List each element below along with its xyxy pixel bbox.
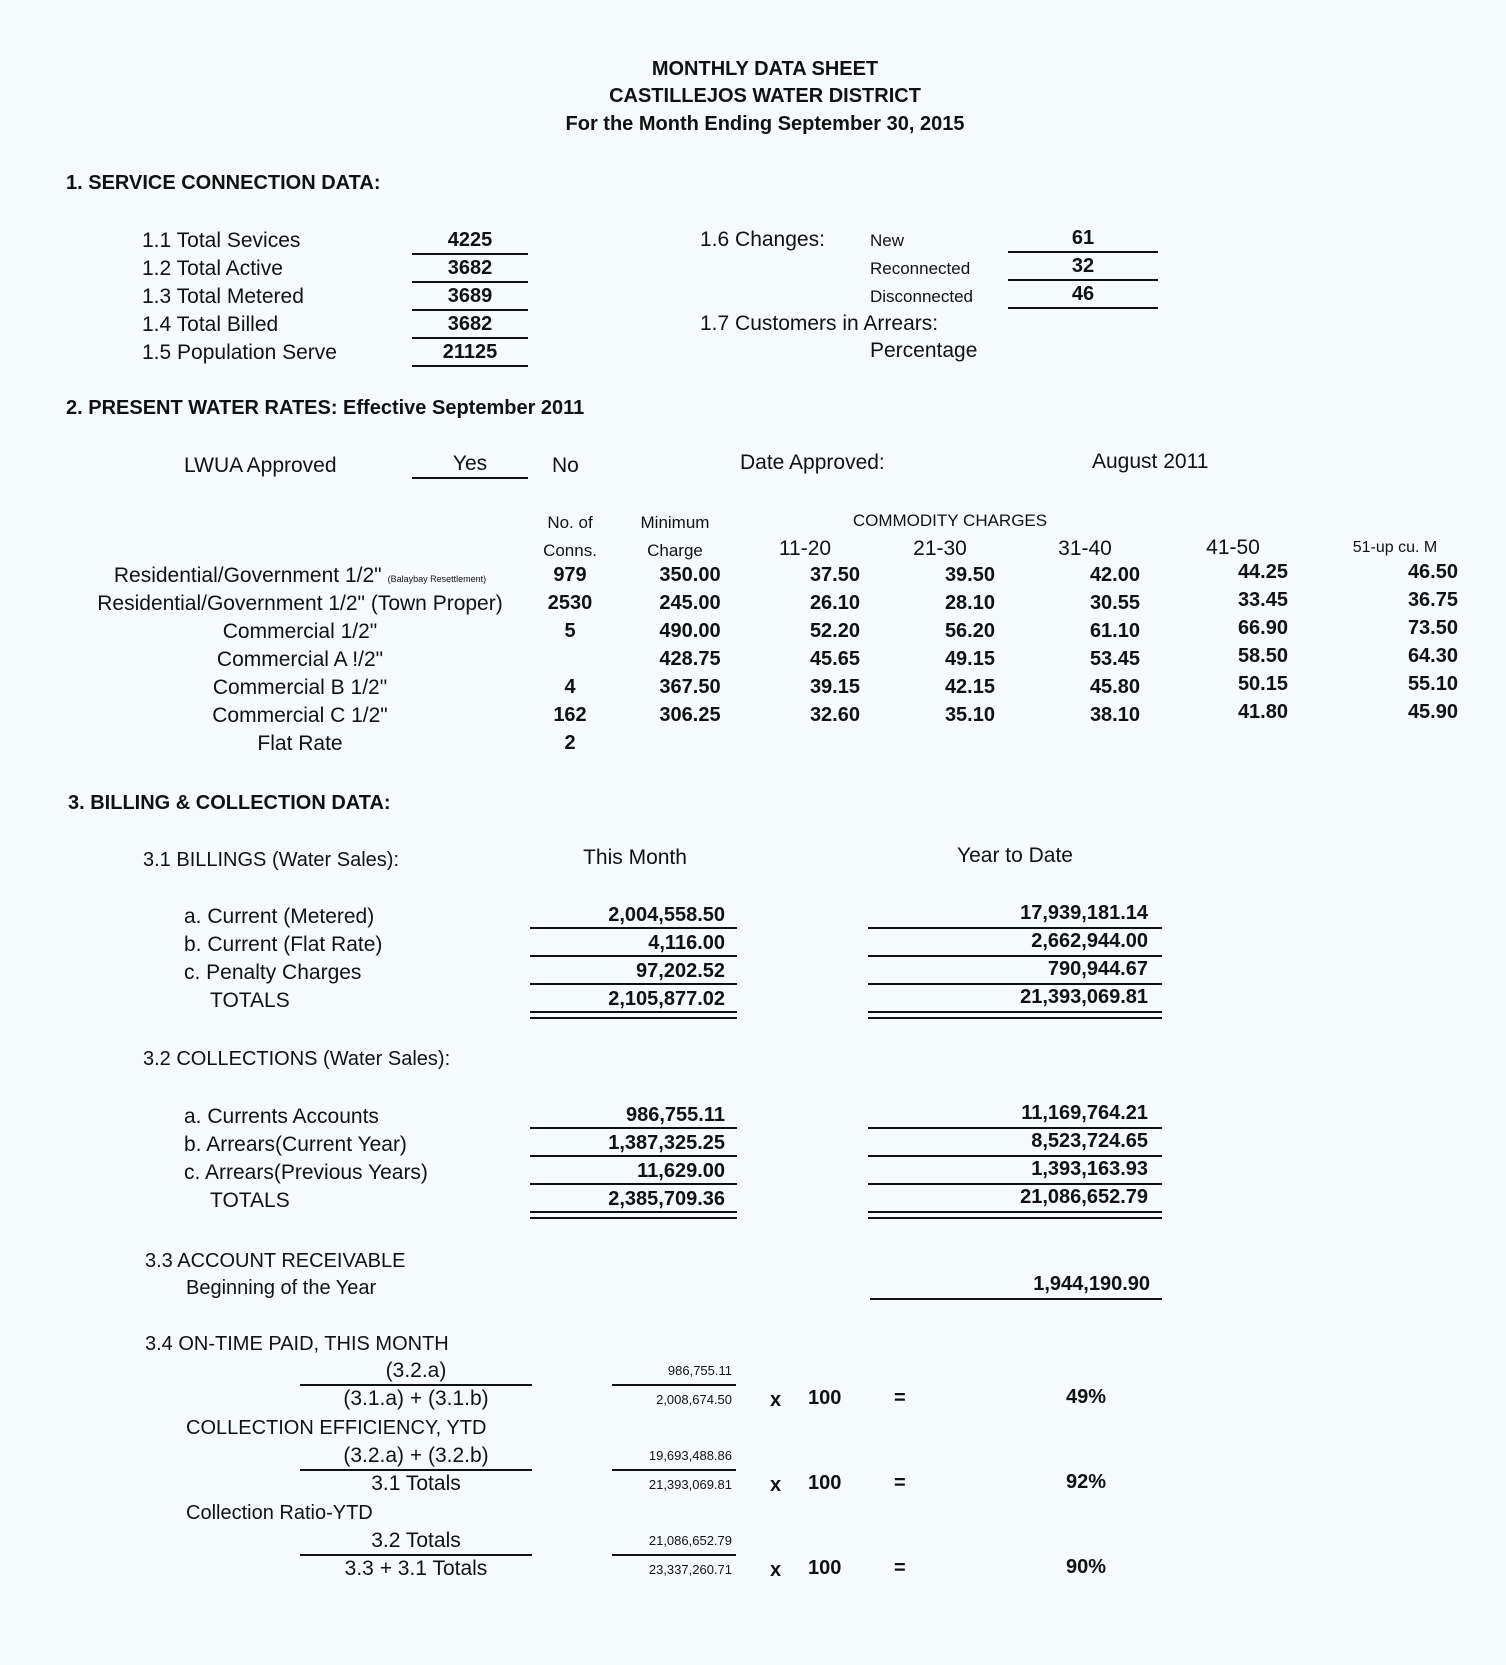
rate-commodity: 45.65: [809, 648, 860, 670]
rate-commodity: 41.80: [1237, 701, 1288, 723]
ytd-underline: [868, 983, 1162, 985]
row-label: a. Currents Accounts: [184, 1105, 379, 1128]
change-reconnected-value: 32: [1008, 256, 1158, 281]
ar-sub-label: Beginning of the Year: [186, 1277, 377, 1299]
this-month-underline: [530, 955, 737, 957]
ratio-denominator-label: (3.1.a) + (3.1.b): [343, 1387, 489, 1410]
this-month-value: 4,116.00: [648, 932, 725, 954]
ytd-underline: [868, 927, 1162, 929]
ratio-title: COLLECTION EFFICIENCY, YTD: [186, 1417, 487, 1439]
rate-commodity: 50.15: [1237, 673, 1288, 695]
s1-item-label: 1.4 Total Billed: [142, 313, 279, 336]
rate-commodity: 56.20: [944, 620, 995, 642]
s1-item-value: 21125: [412, 342, 528, 367]
billings-label: 3.1 BILLINGS (Water Sales):: [143, 849, 400, 871]
rate-name: Residential/Government 1/2" (Town Proper): [97, 592, 503, 615]
ratio-numerator-label: 3.2 Totals: [371, 1529, 461, 1552]
this-month-underline: [530, 1183, 737, 1185]
rate-commodity: 36.75: [1407, 589, 1458, 611]
change-new-value: 61: [1008, 228, 1158, 253]
rate-commodity: 26.10: [809, 592, 860, 614]
s1-item-value: 3682: [412, 258, 528, 283]
date-approved-value: August 2011: [1092, 450, 1209, 473]
ratio-denominator-label: 3.3 + 3.1 Totals: [344, 1557, 488, 1580]
ytd-double-underline: [868, 1211, 1162, 1219]
rate-name: Residential/Government 1/2": [113, 564, 382, 587]
hdr-min-2: Charge: [647, 541, 703, 560]
ratio-result: 49%: [1066, 1386, 1107, 1408]
rate-row-name: [60, 621, 540, 642]
row-label: b. Arrears(Current Year): [184, 1133, 407, 1156]
hdr-range: 41-50: [1206, 536, 1260, 559]
ytd-value: 11,169,764.21: [1021, 1102, 1148, 1124]
this-month-underline: [530, 1155, 737, 1157]
ratio-hundred: 100: [808, 1472, 842, 1494]
rate-row-name: [60, 705, 540, 726]
header-line2: CASTILLEJOS WATER DISTRICT: [609, 85, 921, 107]
rate-min-charge: 350.00: [659, 564, 721, 586]
ratio-equals: =: [894, 1387, 906, 1409]
rate-commodity: 53.45: [1089, 648, 1140, 670]
ytd-double-underline: [868, 1011, 1162, 1019]
ytd-value: 790,944.67: [1047, 958, 1148, 980]
this-month-underline: [530, 1127, 737, 1129]
rate-row-name: [60, 733, 540, 754]
ratio-value-line: [612, 1469, 736, 1471]
row-label: c. Penalty Charges: [184, 961, 362, 984]
row-label: b. Current (Flat Rate): [184, 933, 383, 956]
ratio-numerator-label: (3.2.a): [385, 1359, 447, 1382]
ratio-fraction-line: [300, 1384, 532, 1386]
rate-min-charge: 490.00: [659, 620, 721, 642]
rate-commodity: 39.50: [944, 564, 995, 586]
lwua-no: No: [552, 454, 579, 477]
ratio-denominator-value: 2,008,674.50: [656, 1392, 732, 1407]
ratio-title: Collection Ratio-YTD: [186, 1502, 373, 1524]
rate-commodity: 45.80: [1089, 676, 1140, 698]
this-month-value: 2,004,558.50: [608, 904, 725, 926]
this-month-header: This Month: [583, 846, 687, 869]
rate-commodity: 73.50: [1407, 617, 1458, 639]
rate-row-name: [60, 593, 540, 614]
rate-name: Commercial B 1/2": [212, 676, 388, 699]
rate-commodity: 66.90: [1237, 617, 1288, 639]
rate-commodity: 28.10: [944, 592, 995, 614]
rate-min-charge: 306.25: [659, 704, 721, 726]
ratio-denominator-label: 3.1 Totals: [371, 1472, 461, 1495]
ratio-denominator-value: 23,337,260.71: [648, 1562, 732, 1577]
change-disconnected-label: Disconnected: [870, 287, 974, 306]
s1-item-label: 1.3 Total Metered: [142, 285, 304, 308]
rate-commodity: 52.20: [809, 620, 860, 642]
this-month-double-underline: [530, 1211, 737, 1219]
ratio-times: x: [770, 1559, 782, 1581]
s1-item-label: 1.5 Population Serve: [142, 341, 337, 364]
rate-commodity: 35.10: [944, 704, 995, 726]
ratio-numerator-label: (3.2.a) + (3.2.b): [343, 1444, 489, 1467]
rate-min-charge: 245.00: [659, 592, 721, 614]
ytd-value: 2,662,944.00: [1031, 930, 1148, 952]
ratio-equals: =: [894, 1472, 906, 1494]
date-approved-label: Date Approved:: [740, 451, 885, 474]
header-line1: MONTHLY DATA SHEET: [651, 58, 879, 80]
lwua-approved-label: LWUA Approved: [184, 454, 337, 477]
rate-conns: 162: [553, 704, 587, 726]
rate-name: Flat Rate: [257, 732, 343, 755]
this-month-underline: [530, 927, 737, 929]
rate-commodity: 64.30: [1407, 645, 1458, 667]
rate-min-charge: 367.50: [659, 676, 721, 698]
ytd-value: 1,393,163.93: [1031, 1158, 1148, 1180]
hdr-conns-1: No. of: [547, 513, 593, 532]
ar-value: 1,944,190.90: [1033, 1273, 1150, 1295]
collections-label: 3.2 COLLECTIONS (Water Sales):: [143, 1048, 451, 1070]
change-new-label: New: [870, 231, 905, 250]
rate-row-name: [60, 649, 540, 670]
rate-name: Commercial A !/2": [216, 648, 384, 671]
rate-commodity: 33.45: [1237, 589, 1288, 611]
rate-commodity: 46.50: [1407, 561, 1458, 583]
hdr-range: 21-30: [913, 537, 967, 560]
ratio-hundred: 100: [808, 1387, 842, 1409]
rate-commodity: 55.10: [1407, 673, 1458, 695]
row-label: TOTALS: [210, 1189, 290, 1212]
this-month-value: 1,387,325.25: [608, 1132, 725, 1154]
ratio-hundred: 100: [808, 1557, 842, 1579]
ratio-fraction-line: [300, 1554, 532, 1556]
percentage-label: Percentage: [870, 339, 978, 362]
header-line3: For the Month Ending September 30, 2015: [565, 113, 965, 135]
ratio-result: 90%: [1066, 1556, 1107, 1578]
s1-item-value: 3689: [412, 286, 528, 311]
rate-commodity: 30.55: [1089, 592, 1140, 614]
change-disconnected-value: 46: [1008, 284, 1158, 309]
rate-conns: 4: [564, 676, 576, 698]
ratio-value-line: [612, 1384, 736, 1386]
changes-label: 1.6 Changes:: [700, 228, 825, 251]
ytd-header: Year to Date: [957, 844, 1073, 867]
s1-item-value: 3682: [412, 314, 528, 339]
ytd-value: 8,523,724.65: [1031, 1130, 1148, 1152]
change-reconnected-label: Reconnected: [870, 259, 971, 278]
rate-name: Commercial C 1/2": [212, 704, 388, 727]
ratio-denominator-value: 21,393,069.81: [648, 1477, 732, 1492]
rate-row-name: [60, 677, 540, 698]
ratio-value-line: [612, 1554, 736, 1556]
row-label: a. Current (Metered): [184, 905, 375, 928]
ytd-underline: [868, 1127, 1162, 1129]
lwua-yes: Yes: [412, 453, 528, 479]
this-month-value: 11,629.00: [637, 1160, 725, 1182]
ar-underline: [870, 1298, 1162, 1300]
hdr-min-1: Minimum: [640, 513, 710, 532]
ytd-underline: [868, 955, 1162, 957]
rate-commodity: 38.10: [1089, 704, 1140, 726]
ratio-numerator-value: 19,693,488.86: [648, 1448, 732, 1463]
ytd-underline: [868, 1155, 1162, 1157]
ratio-times: x: [770, 1474, 782, 1496]
rate-commodity: 49.15: [944, 648, 995, 670]
section3-title: 3. BILLING & COLLECTION DATA:: [68, 792, 391, 814]
section2-title: 2. PRESENT WATER RATES: Effective September 2011: [66, 397, 585, 419]
rate-conns: 2: [564, 732, 576, 754]
hdr-range: 51-up cu. M: [1352, 539, 1438, 556]
this-month-value: 986,755.11: [626, 1104, 725, 1126]
hdr-range: 11-20: [778, 537, 832, 560]
rate-conns: 2530: [547, 592, 593, 614]
rate-conns: 979: [553, 564, 587, 586]
rate-commodity: 39.15: [809, 676, 860, 698]
rate-commodity: 44.25: [1237, 561, 1288, 583]
this-month-double-underline: [530, 1011, 737, 1019]
ytd-underline: [868, 1183, 1162, 1185]
ar-label: 3.3 ACCOUNT RECEIVABLE: [145, 1250, 406, 1272]
row-label: TOTALS: [210, 989, 290, 1012]
arrears-label: 1.7 Customers in Arrears:: [700, 312, 939, 335]
rate-commodity: 58.50: [1237, 645, 1288, 667]
row-label: c. Arrears(Previous Years): [184, 1161, 428, 1184]
rate-commodity: 32.60: [809, 704, 860, 726]
rate-commodity: 61.10: [1089, 620, 1140, 642]
ontime-label: 3.4 ON-TIME PAID, THIS MONTH: [145, 1333, 449, 1355]
ytd-value: 21,086,652.79: [1020, 1186, 1148, 1208]
section1-title: 1. SERVICE CONNECTION DATA:: [66, 172, 381, 194]
ratio-equals: =: [894, 1557, 906, 1579]
rate-row-name: [60, 565, 540, 586]
rate-note: (Balaybay Resettlement): [387, 574, 487, 584]
rate-commodity: 42.00: [1089, 564, 1140, 586]
rate-name: Commercial 1/2": [222, 620, 378, 643]
rate-commodity: 45.90: [1407, 701, 1458, 723]
hdr-range: 31-40: [1058, 537, 1112, 560]
ratio-fraction-line: [300, 1469, 532, 1471]
s1-item-label: 1.1 Total Sevices: [142, 229, 301, 252]
this-month-value: 2,105,877.02: [608, 988, 725, 1010]
rate-commodity: 37.50: [809, 564, 860, 586]
ratio-result: 92%: [1066, 1471, 1107, 1493]
rate-conns: 5: [564, 620, 576, 642]
this-month-underline: [530, 983, 737, 985]
ratio-numerator-value: 21,086,652.79: [648, 1533, 732, 1548]
ratio-times: x: [770, 1389, 782, 1411]
this-month-value: 97,202.52: [636, 960, 725, 982]
s1-item-label: 1.2 Total Active: [142, 257, 283, 280]
ratio-numerator-value: 986,755.11: [667, 1363, 732, 1378]
hdr-commodity: COMMODITY CHARGES: [852, 511, 1048, 530]
ytd-value: 21,393,069.81: [1020, 986, 1148, 1008]
hdr-conns-2: Conns.: [543, 541, 597, 560]
this-month-value: 2,385,709.36: [608, 1188, 725, 1210]
s1-item-value: 4225: [412, 230, 528, 255]
rate-min-charge: 428.75: [659, 648, 721, 670]
rate-commodity: 42.15: [944, 676, 995, 698]
ytd-value: 17,939,181.14: [1020, 902, 1148, 924]
